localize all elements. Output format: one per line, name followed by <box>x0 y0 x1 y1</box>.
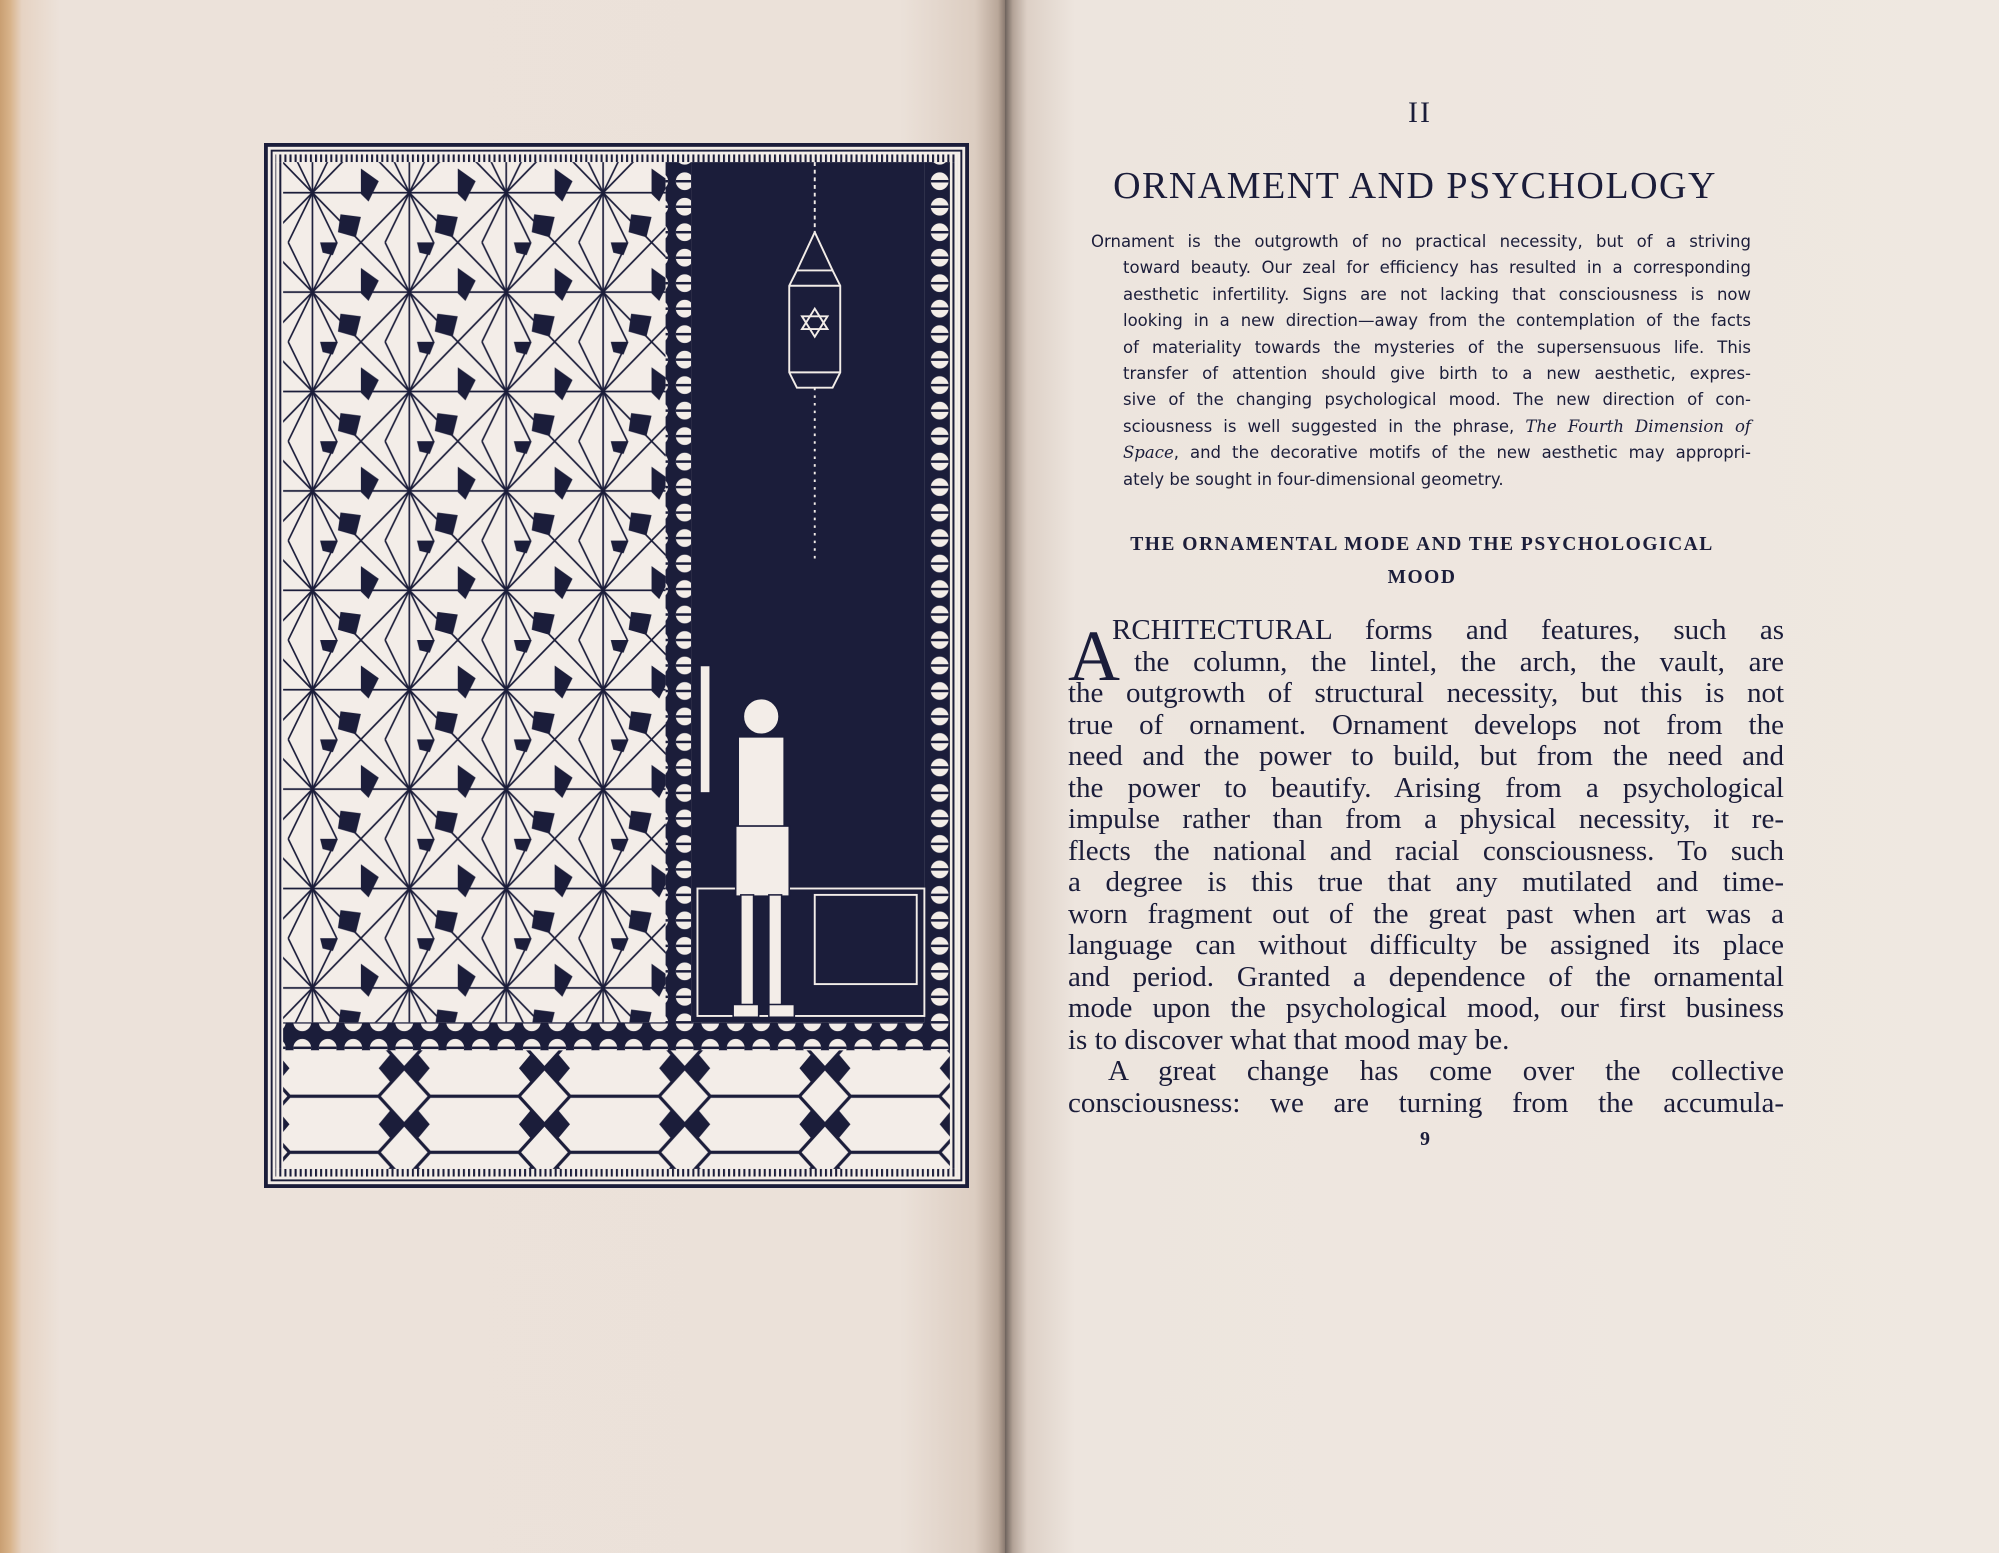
abstract-text: , and the decorative motifs of the new aesthetic may appropri- <box>1173 443 1751 463</box>
chapter-number: II <box>1408 96 1432 129</box>
section-heading-line: MOOD <box>1387 567 1457 588</box>
body-line: the outgrowth of structural necessity, but this is not <box>1068 677 1784 709</box>
section-heading-line: THE ORNAMENTAL MODE AND THE PSYCHOLOGICAL <box>1130 534 1714 555</box>
abstract-line <box>1123 440 1751 466</box>
body-text <box>1068 615 1784 1119</box>
body-line: worn fragment out of the great past when art was a <box>1068 897 1784 930</box>
abstract-line <box>1123 414 1751 440</box>
body-line: consciousness: we are turning from the accumula- <box>1068 1086 1784 1119</box>
abstract-line: Ornament is the outgrowth of no practical necessity, but of a striving <box>1091 232 1751 251</box>
body-line: true of ornament. Ornament develops not from the <box>1068 708 1784 741</box>
abstract-line: transfer of attention should give birth to a new aesthetic, expres- <box>1123 364 1751 384</box>
chapter-title: ORNAMENT AND PSYCHOLOGY <box>1113 165 1717 207</box>
body-line: is to discover what that mood may be. <box>1068 1023 1510 1056</box>
body-line: a degree is this true that any mutilated and time- <box>1068 866 1784 898</box>
body-line: impulse rather than from a physical necessity, it re- <box>1068 803 1784 835</box>
body-line: and period. Granted a dependence of the ornamental <box>1068 960 1784 993</box>
abstract-line: of materiality towards the mysteries of the supersensuous life. This <box>1123 337 1751 357</box>
abstract-text: sciousness is well suggested in the phrase, <box>1123 416 1526 436</box>
chapter-abstract <box>1091 229 1751 493</box>
book-title-italic: Space <box>1123 443 1174 463</box>
abstract-line: looking in a new direction—away from the contemplation of the facts <box>1123 311 1751 331</box>
abstract-line: sive of the changing psychological mood. The new direction of con- <box>1123 390 1751 410</box>
body-line: A great change has come over the collective <box>1108 1055 1784 1087</box>
abstract-line: ately be sought in four-dimensional geometry. <box>1123 469 1504 489</box>
book-title-italic: The Fourth Dimension of <box>1525 416 1751 436</box>
abstract-line: toward beauty. Our zeal for efficiency has resulted in a corresponding <box>1123 258 1751 278</box>
body-line: the power to beautify. Arising from a psychological <box>1068 771 1784 804</box>
page-number: 9 <box>1420 1128 1430 1150</box>
body-line: the column, the lintel, the arch, the vault, are <box>1134 645 1784 678</box>
frontispiece-illustration <box>264 143 969 1188</box>
section-heading <box>1088 528 1756 594</box>
body-line: RCHITECTURAL forms and features, such as <box>1112 614 1784 646</box>
body-line: language can without difficulty be assigned its place <box>1068 929 1784 961</box>
body-line: flects the national and racial consciousness. To such <box>1068 834 1784 867</box>
abstract-line: aesthetic infertility. Signs are not lacking that consciousness is now <box>1123 284 1751 304</box>
body-line: mode upon the psychological mood, our first business <box>1068 992 1784 1024</box>
drop-cap: A <box>1068 616 1120 696</box>
body-line: need and the power to build, but from the need and <box>1068 740 1784 772</box>
